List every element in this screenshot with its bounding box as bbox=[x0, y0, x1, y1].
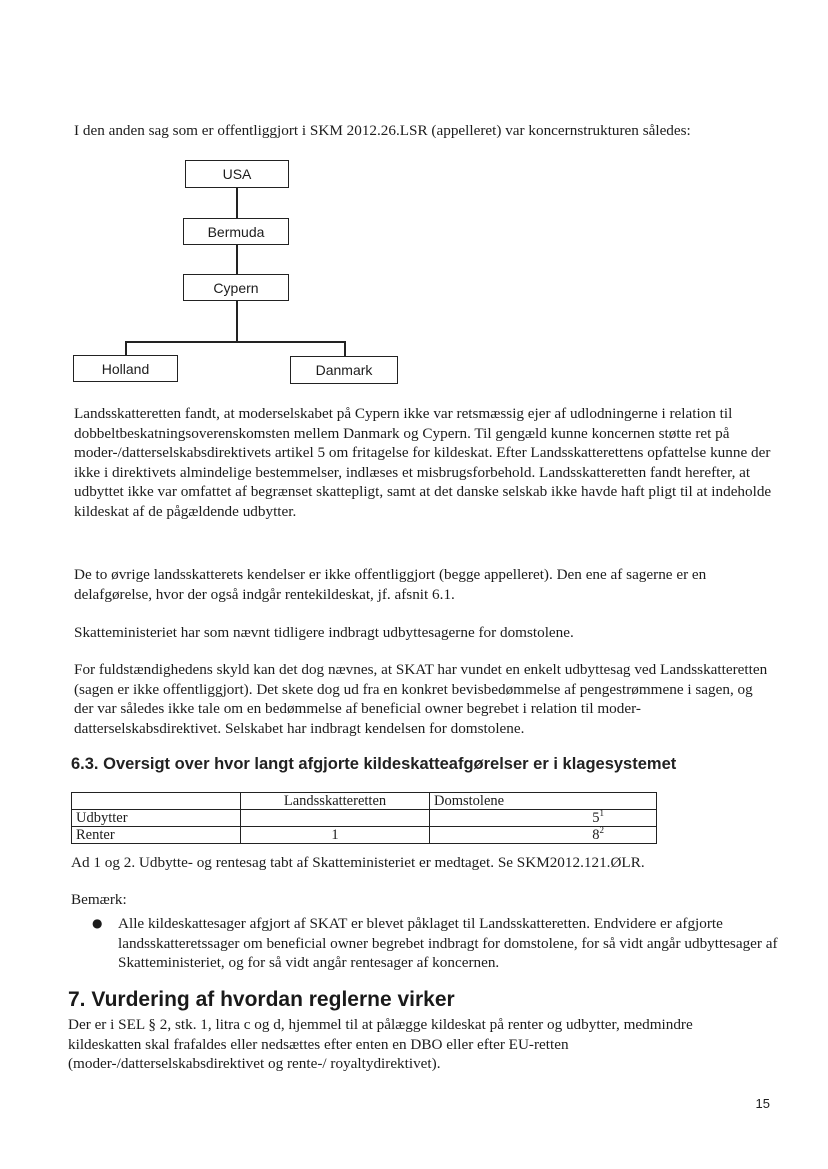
section-heading-7: 7. Vurdering af hvordan reglerne virker bbox=[68, 988, 455, 1011]
remark-label: Bemærk: bbox=[71, 891, 127, 908]
org-connector bbox=[125, 341, 345, 343]
dom-count: 5 bbox=[592, 810, 600, 826]
paragraph-4: For fuldstændighedens skyld kan det dog nævnes, at SKAT har vundet en enkelt udbyttesag ved Landsskatteretten (sagen er ikke offentliggjort). Det skete dog ud fra en konkret bevisbedømmelse af pengestrømmene i sagen, og der var således ikke tale om en bedømmelse af beneficial owner begrebet i relation til moder-datterselskabsdirektivet. Selskabet har indbragt kendelsen for domstolene. bbox=[74, 661, 768, 737]
org-connector bbox=[236, 301, 238, 342]
table-note: Ad 1 og 2. Udbytte- og rentesag tabt af Skatteministeriet er medtaget. Se SKM2012.121.ØLR. bbox=[71, 854, 645, 871]
paragraph-1: Landsskatteretten fandt, at moderselskabet på Cypern ikke var retsmæssig ejer af udlodningerne i relation til dobbeltbeskatningsoverenskomsten mellem Danmark og Cypern. Til gengæld kunne koncernen støtte ret på moder-/datterselskabsdirektivets artikel 5 om fritagelse for kildeskat. Efter Landsskatterettens opfattelse kunne der ikke i direktivets almindelige bestemmelser, indlæses et misbrugsforbehold. Landsskatteretten fandt herefter, at udbyttet ikke var omfattet af begrænset skattepligt, samt at det danske selskab ikke havde haft pligt til at indeholde kildeskat af de pågældende udbytter. bbox=[74, 405, 772, 520]
section-heading-6-3: 6.3. Oversigt over hvor langt afgjorte kildeskatteafgørelser er i klagesystemet bbox=[71, 755, 677, 773]
status-table bbox=[71, 792, 657, 844]
org-connector bbox=[236, 245, 238, 274]
org-box-danmark: Danmark bbox=[290, 356, 398, 384]
table-header-row bbox=[72, 793, 657, 810]
org-box-holland: Holland bbox=[73, 355, 178, 382]
table-header-cell bbox=[72, 793, 241, 810]
lsr-value bbox=[241, 810, 430, 827]
table-row bbox=[72, 827, 657, 844]
paragraph-3: Skatteministeriet har som nævnt tidligere indbragt udbyttesagerne for domstolene. bbox=[74, 624, 574, 641]
org-box-bermuda: Bermuda bbox=[183, 218, 289, 245]
row-label: Renter bbox=[72, 827, 241, 844]
dom-value bbox=[430, 827, 657, 844]
dom-value bbox=[430, 810, 657, 827]
lsr-value: 1 bbox=[241, 827, 430, 844]
remark-list bbox=[72, 914, 808, 973]
paragraph-2: De to øvrige landsskatterets kendelser er ikke offentliggjort (begge appelleret). Den ene af sagerne er en delafgørelse, hvor der også indgår rentekildeskat, jf. afsnit 6.1. bbox=[74, 566, 707, 603]
org-chart bbox=[0, 0, 828, 400]
bullet-icon: ● bbox=[92, 916, 103, 930]
table-header-cell: Domstolene bbox=[430, 793, 657, 810]
bullet-text: Alle kildeskattesager afgjort af SKAT er blevet påklaget til Landsskatteretten. Endvidere er afgjorte landsskatteretssager om beneficial owner begrebet indbragt for domstolene, for så vidt angår udbyttesager af Skatteministeriet, og for så vidt angår rentesager af koncernen. bbox=[118, 915, 778, 971]
org-connector bbox=[125, 341, 127, 355]
org-connector bbox=[344, 341, 346, 356]
intro-text: I den anden sag som er offentliggjort i SKM 2012.26.LSR (appelleret) var koncernstrukturen således: bbox=[74, 122, 691, 139]
row-label: Udbytter bbox=[72, 810, 241, 827]
dom-count: 8 bbox=[592, 827, 600, 843]
list-item bbox=[92, 914, 808, 973]
org-box-usa: USA bbox=[185, 160, 289, 188]
footnote-marker: 1 bbox=[599, 808, 604, 818]
org-connector bbox=[236, 188, 238, 218]
org-box-cypern: Cypern bbox=[183, 274, 289, 301]
section-7-text: Der er i SEL § 2, stk. 1, litra c og d, hjemmel til at pålægge kildeskat på renter og udbytter, medmindre kildeskatten skal frafaldes eller nedsættes efter enten en DBO eller efter EU-retten (moder-/datterselskabsdirektivet og rente-/ royaltydirektivet). bbox=[68, 1016, 693, 1072]
table-header-cell: Landsskatteretten bbox=[241, 793, 430, 810]
footnote-marker: 2 bbox=[599, 825, 604, 835]
page-number: 15 bbox=[755, 1096, 770, 1111]
table-row bbox=[72, 810, 657, 827]
